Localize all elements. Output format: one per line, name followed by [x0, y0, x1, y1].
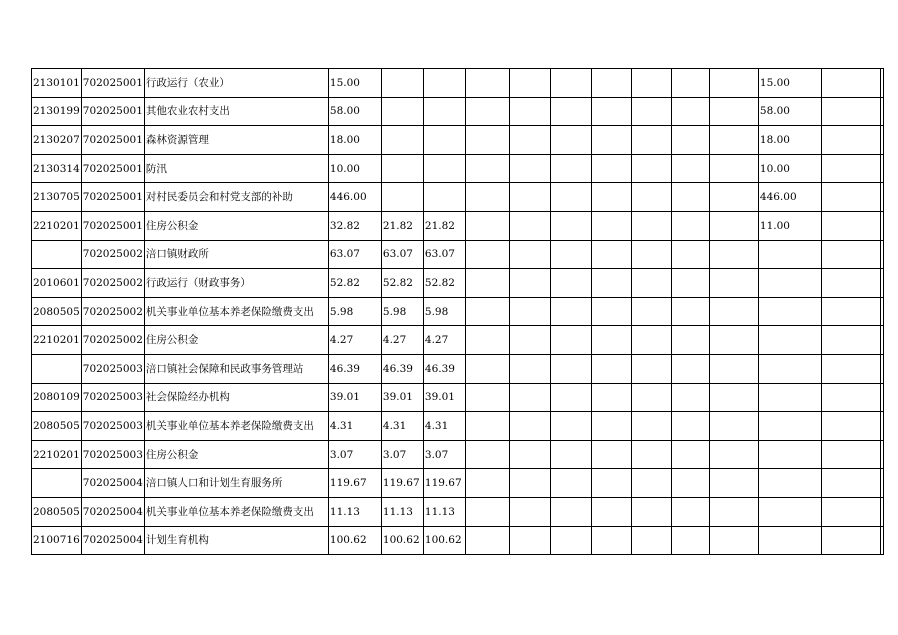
value-cell-8	[631, 440, 671, 469]
value-cell-13	[880, 126, 883, 155]
item-name-cell: 社会保险经办机构	[144, 383, 328, 412]
value-cell-5	[509, 354, 550, 383]
item-name-cell: 涪口镇社会保障和民政事务管理站	[144, 354, 328, 383]
subject-code-cell: 2080505	[32, 412, 82, 441]
value-cell-7	[591, 440, 631, 469]
value-cell-4	[465, 440, 509, 469]
value-cell-4	[465, 126, 509, 155]
item-name-cell: 防汛	[144, 154, 328, 183]
value-cell-13	[880, 383, 883, 412]
value-cell-9	[671, 297, 709, 326]
table-row	[32, 69, 884, 98]
value-cell-8	[631, 383, 671, 412]
subject-code-cell: 2130199	[32, 97, 82, 126]
value-cell-2: 3.07	[381, 440, 423, 469]
unit-code-cell: 702025003	[81, 354, 144, 383]
value-cell-4	[465, 183, 509, 212]
item-name-cell: 住房公积金	[144, 326, 328, 355]
value-cell-7	[591, 469, 631, 498]
value-cell-7	[591, 69, 631, 98]
total-cell: 3.07	[328, 440, 381, 469]
value-cell-7	[591, 326, 631, 355]
value-cell-7	[591, 297, 631, 326]
value-cell-3: 52.82	[423, 269, 465, 298]
value-cell-6	[550, 240, 591, 269]
item-name-cell: 住房公积金	[144, 440, 328, 469]
value-cell-8	[631, 354, 671, 383]
value-cell-5	[509, 469, 550, 498]
value-cell-12	[821, 297, 880, 326]
item-name-cell: 涪口镇人口和计划生育服务所	[144, 469, 328, 498]
subject-code-cell: 2080109	[32, 383, 82, 412]
item-name-cell: 行政运行（财政事务）	[144, 269, 328, 298]
value-cell-6	[550, 269, 591, 298]
value-cell-5	[509, 412, 550, 441]
value-cell-9	[671, 183, 709, 212]
subject-code-cell: 2100716	[32, 526, 82, 555]
value-cell-10	[709, 269, 758, 298]
subject-code-cell: 2080505	[32, 497, 82, 526]
value-cell-12	[821, 497, 880, 526]
subject-code-cell	[32, 240, 82, 269]
value-cell-7	[591, 154, 631, 183]
unit-code-cell: 702025003	[81, 412, 144, 441]
value-cell-11	[758, 326, 821, 355]
value-cell-3: 46.39	[423, 354, 465, 383]
value-cell-3: 119.67	[423, 469, 465, 498]
value-cell-13	[880, 154, 883, 183]
subject-code-cell: 2130101	[32, 69, 82, 98]
value-cell-4	[465, 240, 509, 269]
value-cell-9	[671, 383, 709, 412]
value-cell-2: 4.31	[381, 412, 423, 441]
value-cell-13	[880, 97, 883, 126]
subject-code-cell	[32, 469, 82, 498]
value-cell-12	[821, 154, 880, 183]
value-cell-10	[709, 440, 758, 469]
value-cell-9	[671, 440, 709, 469]
value-cell-9	[671, 211, 709, 240]
value-cell-8	[631, 97, 671, 126]
value-cell-12	[821, 326, 880, 355]
value-cell-10	[709, 297, 758, 326]
unit-code-cell: 702025003	[81, 440, 144, 469]
total-cell: 32.82	[328, 211, 381, 240]
value-cell-4	[465, 97, 509, 126]
unit-code-cell: 702025001	[81, 69, 144, 98]
value-cell-7	[591, 211, 631, 240]
unit-code-cell: 702025001	[81, 154, 144, 183]
unit-code-cell: 702025004	[81, 497, 144, 526]
value-cell-2	[381, 183, 423, 212]
value-cell-9	[671, 126, 709, 155]
value-cell-3: 11.13	[423, 497, 465, 526]
total-cell: 15.00	[328, 69, 381, 98]
value-cell-11	[758, 240, 821, 269]
total-cell: 10.00	[328, 154, 381, 183]
table-row	[32, 354, 884, 383]
value-cell-4	[465, 269, 509, 298]
table-row	[32, 297, 884, 326]
value-cell-7	[591, 240, 631, 269]
value-cell-5	[509, 183, 550, 212]
value-cell-6	[550, 126, 591, 155]
value-cell-10	[709, 469, 758, 498]
total-cell: 58.00	[328, 97, 381, 126]
value-cell-5	[509, 383, 550, 412]
unit-code-cell: 702025002	[81, 269, 144, 298]
value-cell-6	[550, 440, 591, 469]
unit-code-cell: 702025001	[81, 211, 144, 240]
item-name-cell: 机关事业单位基本养老保险缴费支出	[144, 412, 328, 441]
total-cell: 11.13	[328, 497, 381, 526]
value-cell-10	[709, 183, 758, 212]
value-cell-2: 46.39	[381, 354, 423, 383]
value-cell-12	[821, 469, 880, 498]
value-cell-2: 21.82	[381, 211, 423, 240]
subject-code-cell: 2210201	[32, 326, 82, 355]
value-cell-8	[631, 526, 671, 555]
item-name-cell: 其他农业农村支出	[144, 97, 328, 126]
value-cell-13	[880, 526, 883, 555]
value-cell-10	[709, 383, 758, 412]
value-cell-3	[423, 183, 465, 212]
value-cell-2	[381, 126, 423, 155]
value-cell-5	[509, 269, 550, 298]
value-cell-8	[631, 469, 671, 498]
value-cell-10	[709, 126, 758, 155]
table-body	[32, 69, 884, 555]
value-cell-9	[671, 154, 709, 183]
value-cell-9	[671, 97, 709, 126]
table-row	[32, 97, 884, 126]
value-cell-8	[631, 69, 671, 98]
value-cell-8	[631, 269, 671, 298]
value-cell-13	[880, 211, 883, 240]
value-cell-2: 4.27	[381, 326, 423, 355]
value-cell-9	[671, 240, 709, 269]
value-cell-13	[880, 269, 883, 298]
value-cell-3	[423, 126, 465, 155]
total-cell: 119.67	[328, 469, 381, 498]
value-cell-4	[465, 326, 509, 355]
value-cell-8	[631, 211, 671, 240]
value-cell-5	[509, 154, 550, 183]
value-cell-11: 15.00	[758, 69, 821, 98]
unit-code-cell: 702025001	[81, 97, 144, 126]
unit-code-cell: 702025003	[81, 383, 144, 412]
subject-code-cell: 2210201	[32, 211, 82, 240]
value-cell-6	[550, 97, 591, 126]
value-cell-5	[509, 526, 550, 555]
value-cell-10	[709, 211, 758, 240]
value-cell-8	[631, 412, 671, 441]
value-cell-4	[465, 526, 509, 555]
value-cell-13	[880, 297, 883, 326]
value-cell-13	[880, 412, 883, 441]
value-cell-9	[671, 469, 709, 498]
value-cell-12	[821, 183, 880, 212]
subject-code-cell: 2130207	[32, 126, 82, 155]
value-cell-5	[509, 126, 550, 155]
value-cell-2: 119.67	[381, 469, 423, 498]
value-cell-7	[591, 354, 631, 383]
total-cell: 63.07	[328, 240, 381, 269]
value-cell-3: 4.27	[423, 326, 465, 355]
value-cell-6	[550, 154, 591, 183]
value-cell-9	[671, 526, 709, 555]
value-cell-7	[591, 269, 631, 298]
value-cell-9	[671, 269, 709, 298]
value-cell-7	[591, 97, 631, 126]
value-cell-2: 100.62	[381, 526, 423, 555]
value-cell-12	[821, 383, 880, 412]
value-cell-11	[758, 297, 821, 326]
total-cell: 446.00	[328, 183, 381, 212]
value-cell-8	[631, 297, 671, 326]
value-cell-2: 39.01	[381, 383, 423, 412]
value-cell-11	[758, 383, 821, 412]
value-cell-2	[381, 154, 423, 183]
item-name-cell: 行政运行（农业）	[144, 69, 328, 98]
value-cell-10	[709, 240, 758, 269]
value-cell-9	[671, 497, 709, 526]
item-name-cell: 对村民委员会和村党支部的补助	[144, 183, 328, 212]
value-cell-12	[821, 412, 880, 441]
value-cell-7	[591, 497, 631, 526]
total-cell: 46.39	[328, 354, 381, 383]
value-cell-6	[550, 211, 591, 240]
value-cell-11	[758, 497, 821, 526]
value-cell-8	[631, 183, 671, 212]
budget-table	[31, 68, 884, 555]
total-cell: 18.00	[328, 126, 381, 155]
unit-code-cell: 702025004	[81, 469, 144, 498]
subject-code-cell: 2080505	[32, 297, 82, 326]
value-cell-9	[671, 326, 709, 355]
value-cell-10	[709, 326, 758, 355]
total-cell: 100.62	[328, 526, 381, 555]
value-cell-12	[821, 269, 880, 298]
value-cell-11	[758, 412, 821, 441]
total-cell: 4.27	[328, 326, 381, 355]
value-cell-11	[758, 269, 821, 298]
total-cell: 39.01	[328, 383, 381, 412]
value-cell-7	[591, 412, 631, 441]
value-cell-3: 21.82	[423, 211, 465, 240]
total-cell: 4.31	[328, 412, 381, 441]
value-cell-4	[465, 497, 509, 526]
value-cell-12	[821, 440, 880, 469]
value-cell-10	[709, 412, 758, 441]
value-cell-10	[709, 154, 758, 183]
value-cell-6	[550, 412, 591, 441]
value-cell-13	[880, 440, 883, 469]
value-cell-5	[509, 440, 550, 469]
value-cell-11	[758, 469, 821, 498]
table-row	[32, 211, 884, 240]
value-cell-8	[631, 240, 671, 269]
item-name-cell: 森林资源管理	[144, 126, 328, 155]
value-cell-4	[465, 383, 509, 412]
total-cell: 5.98	[328, 297, 381, 326]
unit-code-cell: 702025004	[81, 526, 144, 555]
value-cell-13	[880, 469, 883, 498]
value-cell-12	[821, 240, 880, 269]
value-cell-3: 100.62	[423, 526, 465, 555]
value-cell-7	[591, 183, 631, 212]
value-cell-3: 3.07	[423, 440, 465, 469]
value-cell-12	[821, 526, 880, 555]
value-cell-13	[880, 183, 883, 212]
value-cell-13	[880, 497, 883, 526]
value-cell-12	[821, 354, 880, 383]
table-row	[32, 326, 884, 355]
item-name-cell: 计划生育机构	[144, 526, 328, 555]
value-cell-4	[465, 354, 509, 383]
value-cell-2: 5.98	[381, 297, 423, 326]
table-row	[32, 269, 884, 298]
value-cell-6	[550, 469, 591, 498]
value-cell-8	[631, 154, 671, 183]
value-cell-5	[509, 240, 550, 269]
subject-code-cell: 2010601	[32, 269, 82, 298]
value-cell-6	[550, 526, 591, 555]
value-cell-4	[465, 469, 509, 498]
value-cell-5	[509, 97, 550, 126]
value-cell-11: 446.00	[758, 183, 821, 212]
unit-code-cell: 702025001	[81, 126, 144, 155]
table-row	[32, 383, 884, 412]
value-cell-11: 58.00	[758, 97, 821, 126]
value-cell-3	[423, 97, 465, 126]
value-cell-2	[381, 97, 423, 126]
value-cell-10	[709, 497, 758, 526]
table-row	[32, 440, 884, 469]
value-cell-6	[550, 383, 591, 412]
value-cell-5	[509, 297, 550, 326]
value-cell-8	[631, 326, 671, 355]
value-cell-7	[591, 383, 631, 412]
subject-code-cell: 2210201	[32, 440, 82, 469]
value-cell-8	[631, 126, 671, 155]
unit-code-cell: 702025002	[81, 297, 144, 326]
value-cell-8	[631, 497, 671, 526]
value-cell-6	[550, 497, 591, 526]
value-cell-4	[465, 69, 509, 98]
value-cell-11: 11.00	[758, 211, 821, 240]
table-row	[32, 526, 884, 555]
value-cell-10	[709, 526, 758, 555]
unit-code-cell: 702025002	[81, 240, 144, 269]
table-row	[32, 240, 884, 269]
subject-code-cell: 2130314	[32, 154, 82, 183]
value-cell-6	[550, 354, 591, 383]
value-cell-3: 63.07	[423, 240, 465, 269]
value-cell-10	[709, 69, 758, 98]
value-cell-3: 5.98	[423, 297, 465, 326]
value-cell-6	[550, 297, 591, 326]
value-cell-9	[671, 354, 709, 383]
value-cell-9	[671, 412, 709, 441]
value-cell-2: 52.82	[381, 269, 423, 298]
item-name-cell: 机关事业单位基本养老保险缴费支出	[144, 297, 328, 326]
value-cell-6	[550, 69, 591, 98]
value-cell-12	[821, 97, 880, 126]
value-cell-4	[465, 154, 509, 183]
value-cell-12	[821, 126, 880, 155]
value-cell-5	[509, 69, 550, 98]
subject-code-cell	[32, 354, 82, 383]
table-row	[32, 183, 884, 212]
value-cell-12	[821, 69, 880, 98]
value-cell-3: 4.31	[423, 412, 465, 441]
table-row	[32, 497, 884, 526]
table-row	[32, 469, 884, 498]
value-cell-11	[758, 440, 821, 469]
value-cell-10	[709, 354, 758, 383]
value-cell-11: 18.00	[758, 126, 821, 155]
value-cell-4	[465, 297, 509, 326]
unit-code-cell: 702025001	[81, 183, 144, 212]
value-cell-2	[381, 69, 423, 98]
value-cell-11: 10.00	[758, 154, 821, 183]
item-name-cell: 机关事业单位基本养老保险缴费支出	[144, 497, 328, 526]
total-cell: 52.82	[328, 269, 381, 298]
value-cell-4	[465, 412, 509, 441]
table-row	[32, 126, 884, 155]
value-cell-13	[880, 240, 883, 269]
value-cell-9	[671, 69, 709, 98]
unit-code-cell: 702025002	[81, 326, 144, 355]
value-cell-12	[821, 211, 880, 240]
value-cell-2: 11.13	[381, 497, 423, 526]
value-cell-5	[509, 211, 550, 240]
value-cell-3: 39.01	[423, 383, 465, 412]
subject-code-cell: 2130705	[32, 183, 82, 212]
value-cell-3	[423, 69, 465, 98]
value-cell-5	[509, 326, 550, 355]
value-cell-3	[423, 154, 465, 183]
item-name-cell: 涪口镇财政所	[144, 240, 328, 269]
value-cell-13	[880, 69, 883, 98]
value-cell-4	[465, 211, 509, 240]
table-row	[32, 412, 884, 441]
value-cell-2: 63.07	[381, 240, 423, 269]
value-cell-6	[550, 183, 591, 212]
item-name-cell: 住房公积金	[144, 211, 328, 240]
table-row	[32, 154, 884, 183]
value-cell-10	[709, 97, 758, 126]
value-cell-13	[880, 354, 883, 383]
value-cell-11	[758, 354, 821, 383]
value-cell-7	[591, 526, 631, 555]
value-cell-13	[880, 326, 883, 355]
value-cell-11	[758, 526, 821, 555]
value-cell-7	[591, 126, 631, 155]
value-cell-6	[550, 326, 591, 355]
value-cell-5	[509, 497, 550, 526]
